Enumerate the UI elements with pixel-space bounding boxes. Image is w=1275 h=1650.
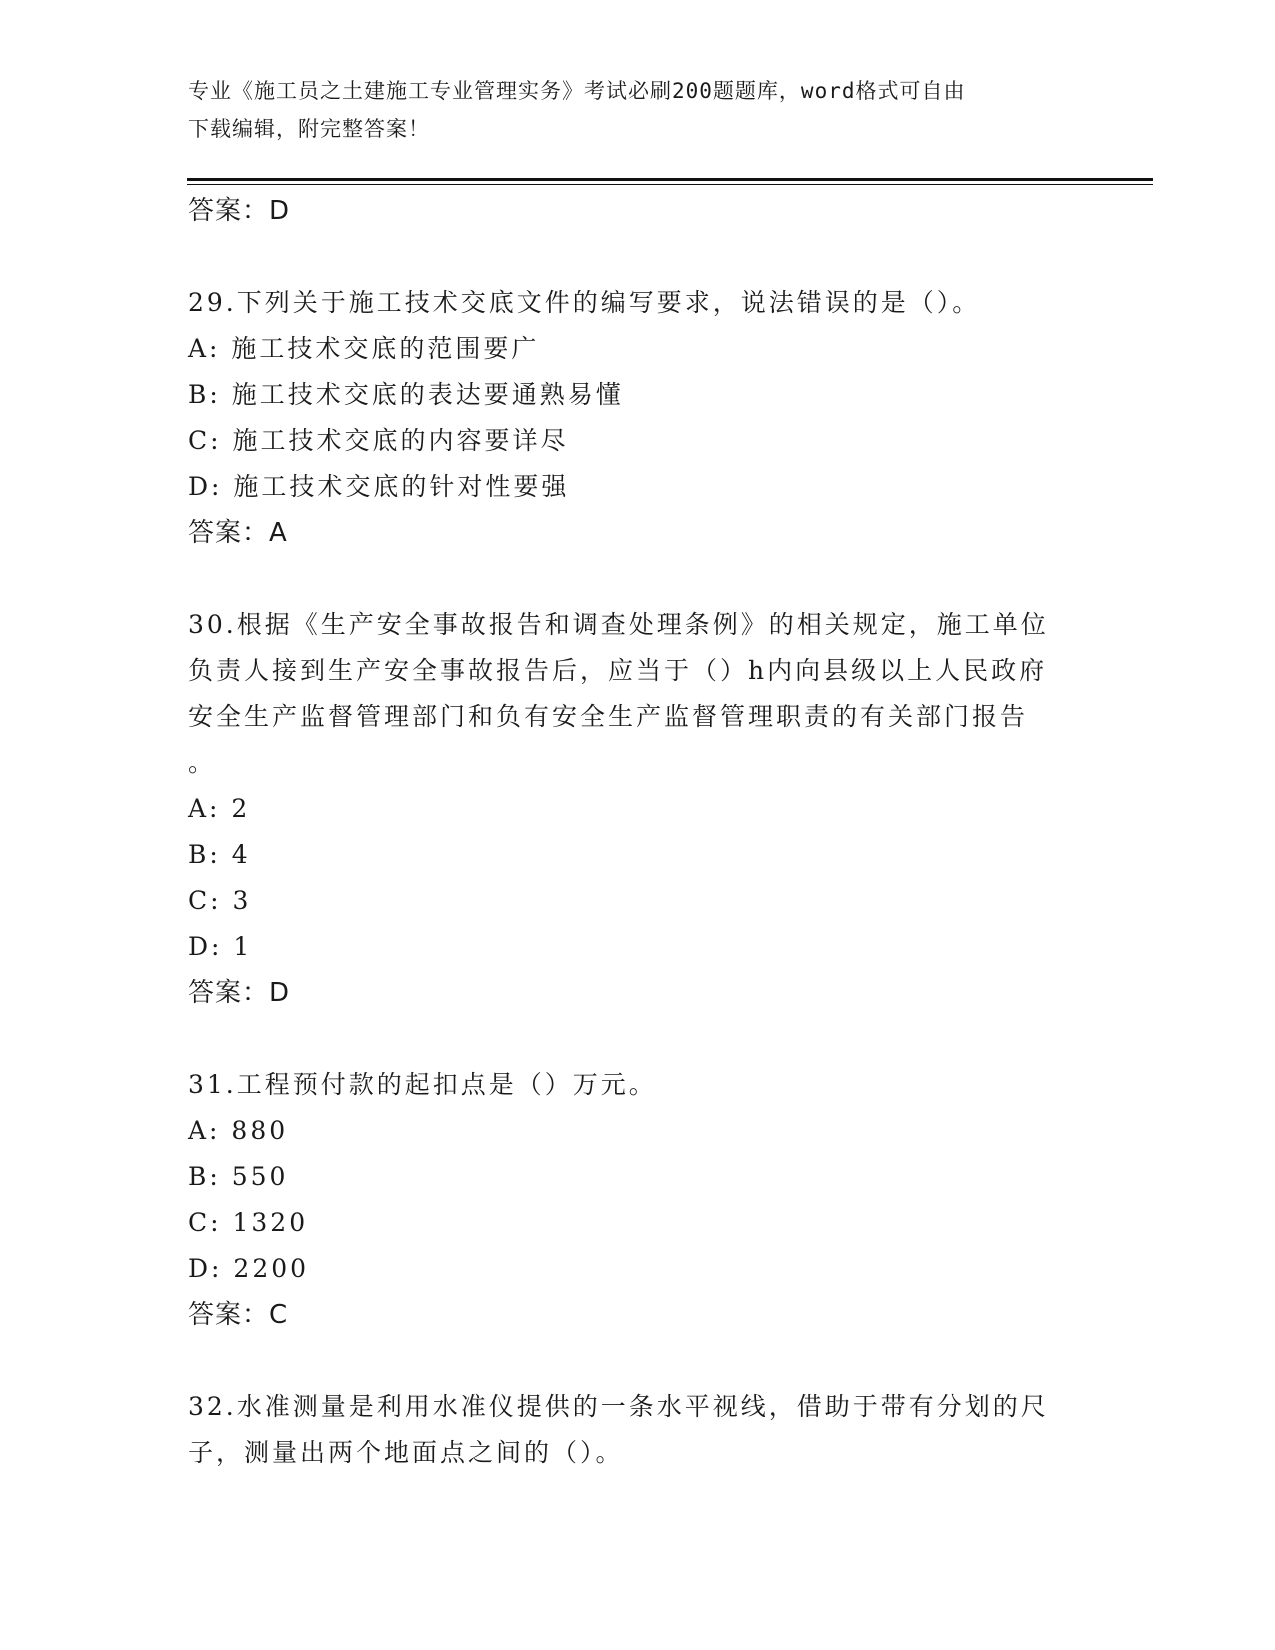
spacer (188, 1338, 1128, 1384)
option-d: D: 1 (188, 932, 253, 961)
option-d: D: 2200 (188, 1254, 310, 1283)
answer-previous: 答案：D (188, 196, 291, 226)
document-header: 专业《施工员之土建施工专业管理实务》考试必刷200题题库，word格式可自由 下载编辑，附完整答案！ (188, 79, 966, 141)
question-text: 31.工程预付款的起扣点是（）万元。 (188, 1070, 657, 1099)
option-d: D: 施工技术交底的针对性要强 (188, 472, 570, 501)
option-a: A: 施工技术交底的范围要广 (188, 334, 540, 363)
option-c: C: 施工技术交底的内容要详尽 (188, 426, 569, 455)
spacer (188, 1016, 1128, 1062)
document-body (188, 188, 1128, 1476)
question-block (188, 1384, 1128, 1476)
question-text: 29.下列关于施工技术交底文件的编写要求，说法错误的是（）。 (188, 288, 981, 317)
question-block (188, 602, 1128, 1016)
option-c: C: 3 (188, 886, 252, 915)
answer: 答案：A (188, 518, 288, 548)
option-c: C: 1320 (188, 1208, 309, 1237)
question-block (188, 280, 1128, 556)
answer: 答案：C (188, 1300, 289, 1330)
spacer (188, 234, 1128, 280)
answer: 答案：D (188, 978, 291, 1008)
question-block (188, 1062, 1128, 1338)
spacer (188, 556, 1128, 602)
option-a: A: 2 (188, 794, 251, 823)
option-b: B: 施工技术交底的表达要通熟易懂 (188, 380, 624, 409)
question-text: 32.水准测量是利用水准仪提供的一条水平视线，借助于带有分划的尺 子，测量出两个地面点之间的（）。 (188, 1392, 1049, 1467)
option-b: B: 4 (188, 840, 251, 869)
option-a: A: 880 (188, 1116, 289, 1145)
question-text: 30.根据《生产安全事故报告和调查处理条例》的相关规定，施工单位 负责人接到生产安全事故报告后，应当于（）h内向县级以上人民政府 安全生产监督管理部门和负有安全生产监督管理职责的有关部门报告 。 (188, 610, 1049, 777)
header-divider (187, 178, 1153, 181)
option-b: B: 550 (188, 1162, 289, 1191)
header-divider-thin (187, 184, 1153, 185)
